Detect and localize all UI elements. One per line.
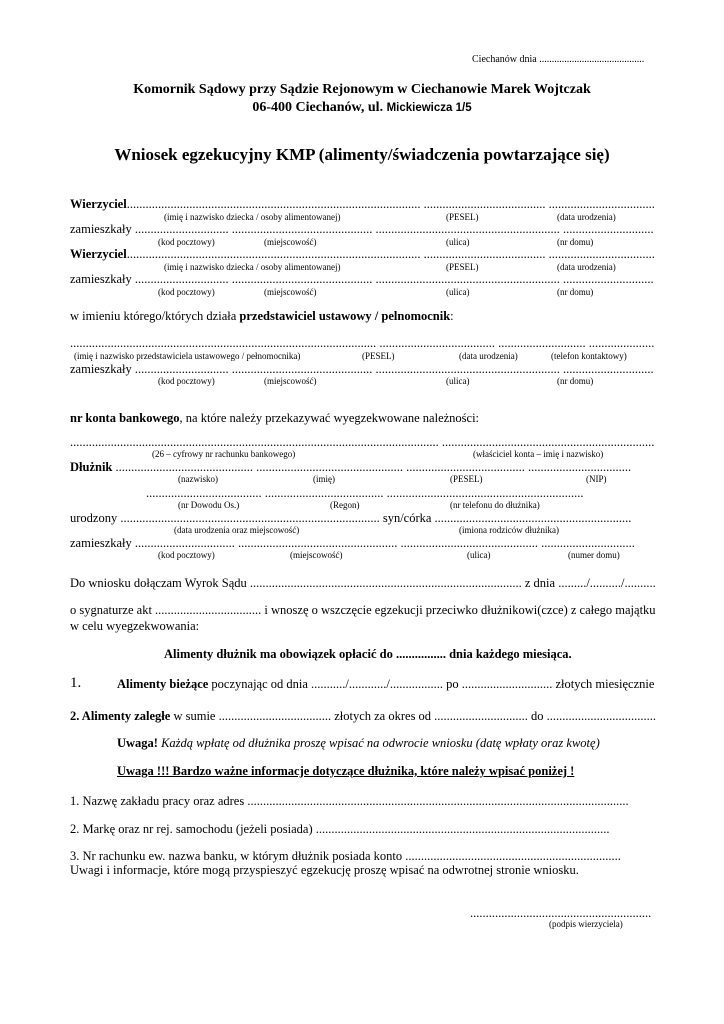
debtor-hint-postal: (kod pocztowy) <box>158 550 215 560</box>
representative-address[interactable]: zamieszkały .............................. ............................................. ........................................................... ............................. <box>70 362 654 376</box>
important-info-heading: Uwaga !!! Bardzo ważne informacje dotyczące dłużnika, które należy wpisać poniżej ! <box>117 764 575 778</box>
arrears-line[interactable]: 2. Alimenty zaległe w sumie .................................... złotych za okres od .............................. do ................................... <box>70 709 657 723</box>
creditor1-dots: .............................................................................................. ....................................... .................................. <box>126 197 655 211</box>
info-vehicle[interactable]: 2. Markę oraz nr rej. samochodu (jeżeli posiada) .............................................................................................. <box>70 822 610 836</box>
bank-intro: nr konta bankowego, na które należy przekazywać wyegzekwowane należności: <box>70 411 480 425</box>
representative-intro: w imieniu którego/których działa przedstawiciel ustawowy / pelnomocnik: <box>70 309 454 323</box>
case-signature-line-2: w celu wyegzekwowania: <box>70 619 200 633</box>
office-street: Mickiewicza 1/5 <box>386 102 472 114</box>
debtor-label: Dłużnik <box>70 460 113 474</box>
creditor2-dots: .............................................................................................. ....................................... .................................. <box>126 247 655 261</box>
payment-note: Uwaga! Każdą wpłatę od dłużnika proszę wpisać na odwrocie wniosku (datę wpłaty oraz kwotę) <box>117 736 600 750</box>
debtor-id-line[interactable]: ..................................... ...................................... ............................................................... <box>146 486 584 500</box>
debtor-born-line[interactable]: urodzony ................................................................................... syn/córka ............................................................... <box>70 511 632 525</box>
creditor1-line[interactable] <box>70 198 655 211</box>
representative-hint-pesel: (PESEL) <box>362 351 395 361</box>
creditor2-hint-postal: (kod pocztowy) <box>158 287 215 297</box>
creditor2-hint-name: (imię i nazwisko dziecka / osoby alimentowanej) <box>164 262 341 272</box>
creditor2-hint-house: (nr domu) <box>557 287 594 297</box>
debtor-hint-regon: (Regon) <box>330 500 360 510</box>
creditor2-address[interactable]: zamieszkały .............................. ............................................. ........................................................... ............................. <box>70 272 654 286</box>
debtor-hint-city: (miejscowość) <box>290 550 343 560</box>
case-signature-line[interactable]: o sygnaturze akt .................................. i wnoszę o wszczęcie egzekucji przeciwko dłużnikowi(czce) z całego majątku <box>70 603 656 617</box>
creditor1-hint-street: (ulica) <box>446 237 470 247</box>
debtor-hint-id: (nr Dowodu Os.) <box>178 500 240 510</box>
payment-deadline[interactable]: Alimenty dłużnik ma obowiązek opłacić do ................ dnia każdego miesiąca. <box>164 647 572 661</box>
debtor-hint-firstname: (imię) <box>313 474 335 484</box>
info-remarks: Uwagi i informacje, które mogą przyspieszyć egzekucję proszę wpisać na odwrotnej stronie wniosku. <box>70 863 579 877</box>
debtor-hint-birth: (data urodzenia oraz miejscowość) <box>174 525 300 535</box>
creditor2-hint-birth: (data urodzenia) <box>557 262 616 272</box>
debtor-hint-phone: (nr telefonu do dłużnika) <box>450 500 540 510</box>
judgment-line[interactable]: Do wniosku dołączam Wyrok Sądu ....................................................................................... z dnia ........./........../.......... <box>70 576 656 590</box>
representative-hint-house: (nr domu) <box>557 376 594 386</box>
creditor1-hint-name: (imię i nazwisko dziecka / osoby alimentowanej) <box>164 212 341 222</box>
creditor2-hint-pesel: (PESEL) <box>446 262 479 272</box>
creditor1-hint-pesel: (PESEL) <box>446 212 479 222</box>
current-alimony-line[interactable]: Alimenty bieżące poczynając od dnia .........../............/................. po ............................. złotych miesięcznie <box>117 677 655 691</box>
representative-hint-city: (miejscowość) <box>264 376 317 386</box>
creditor2-line[interactable] <box>70 248 655 261</box>
current-alimony-number: 1. <box>70 675 82 691</box>
representative-hint-birth: (data urodzenia) <box>459 351 518 361</box>
info-employer[interactable]: 1. Nazwę zakładu pracy oraz adres .......................................................................................................................... <box>70 794 629 808</box>
creditor1-hint-birth: (data urodzenia) <box>557 212 616 222</box>
info-bank-account[interactable]: 3. Nr rachunku ew. nazwa banku, w którym dłużnik posiada konto ..................................................................... <box>70 849 621 863</box>
creditor2-hint-street: (ulica) <box>446 287 470 297</box>
office-city: 06-400 Ciechanów, ul. <box>252 100 387 115</box>
debtor-hint-parents: (imiona rodziców dłużnika) <box>459 525 559 535</box>
debtor-hint-pesel: (PESEL) <box>450 474 483 484</box>
representative-line[interactable]: .................................................................................................. ..................................... ............................ ..................... <box>70 336 655 350</box>
creditor1-label: Wierzyciel <box>70 197 127 211</box>
signature-label: (podpis wierzyciela) <box>549 919 623 929</box>
signature-line[interactable]: .......................................................... <box>470 906 652 920</box>
creditor1-hint-house: (nr domu) <box>557 237 594 247</box>
representative-hint-phone: (telefon kontaktowy) <box>551 351 627 361</box>
debtor-hint-surname: (nazwisko) <box>178 474 218 484</box>
debtor-hint-house: (numer domu) <box>568 550 620 560</box>
office-line-1: Komornik Sądowy przy Sądzie Rejonowym w Ciechanowie Marek Wojtczak <box>133 82 591 97</box>
bank-hint-account: (26 – cyfrowy nr rachunku bankowego) <box>152 449 296 459</box>
debtor-hint-street: (ulica) <box>467 550 491 560</box>
representative-hint-street: (ulica) <box>446 376 470 386</box>
debtor-dots: ............................................ ............................................... ...................................... ................................. <box>112 460 632 474</box>
creditor1-hint-postal: (kod pocztowy) <box>158 237 215 247</box>
creditor1-address[interactable]: zamieszkały .............................. ............................................. ........................................................... ............................. <box>70 222 654 236</box>
date-field: Ciechanów dnia .......................................... <box>472 54 645 65</box>
creditor1-hint-city: (miejscowość) <box>264 237 317 247</box>
representative-hint-name: (imię i nazwisko przedstawiciela ustawowego / pełnomocnika) <box>74 351 301 361</box>
debtor-address[interactable]: zamieszkały ................................ ................................................... ............................................ .............................. <box>70 536 635 550</box>
representative-hint-postal: (kod pocztowy) <box>158 376 215 386</box>
creditor2-label: Wierzyciel <box>70 247 127 261</box>
creditor2-hint-city: (miejscowość) <box>264 287 317 297</box>
bank-account-line[interactable]: ...................................................................................................................... .................................................................... <box>70 435 655 449</box>
bank-hint-owner: (właściciel konta – imię i nazwisko) <box>473 449 604 459</box>
debtor-hint-nip: (NIP) <box>586 474 607 484</box>
page-title: Wniosek egzekucyjny KMP (alimenty/świadczenia powtarzające się) <box>114 145 610 164</box>
debtor-line[interactable] <box>70 461 631 474</box>
office-line-2 <box>0 101 724 115</box>
